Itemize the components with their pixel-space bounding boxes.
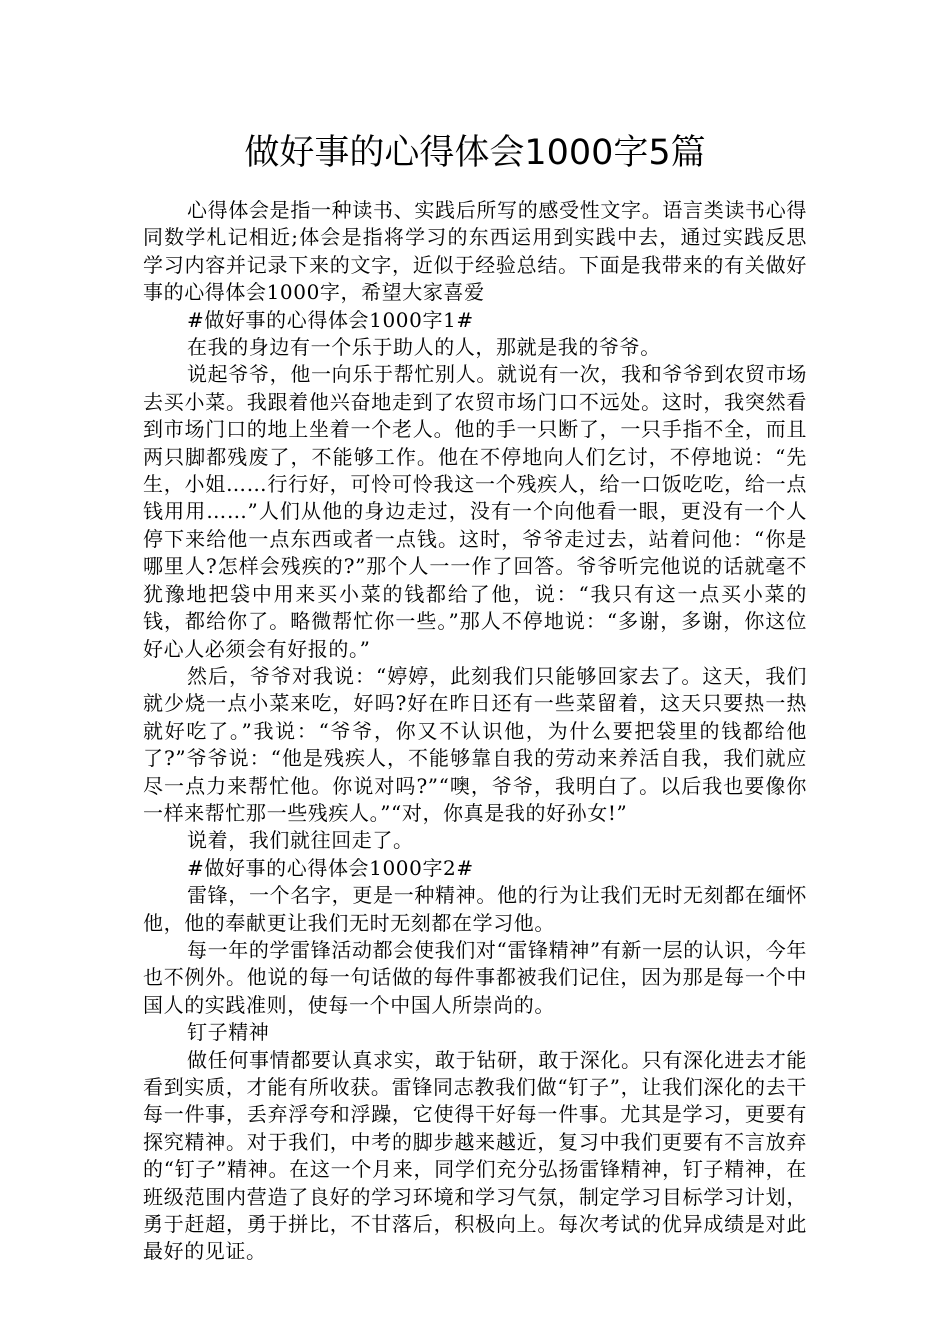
section-heading-2: #做好事的心得体会1000字2# (187, 855, 474, 880)
body-paragraph: 每一年的学雷锋活动都会使我们对“雷锋精神”有新一层的认识，今年也不例外。他说的每一句话做的每件事都被我们记住，因为那是每一个中国人的实践准则，使每一个中国人所崇尚的。 (143, 937, 807, 1017)
body-paragraph: 说起爷爷，他一向乐于帮忙别人。就说有一次，我和爷爷到农贸市场去买小菜。我跟着他兴奋地走到了农贸市场门口不远处。这时，我突然看到市场门口的地上坐着一个老人。他的手一只断了，一只手指不全，而且两只脚都残废了，不能够工作。他在不停地向人们乞讨，不停地说：“先生，小姐……行行好，可怜可怜我这一个残疾人，给一口饭吃吃，给一点钱用用……”人们从他的身边走过，没有一个向他看一眼，更没有一个人停下来给他一点东西或者一点钱。这时，爷爷走过去，站着问他：“你是哪里人?怎样会残疾的?”那个人一一作了回答。爷爷听完他说的话就毫不犹豫地把袋中用来买小菜的钱都给了他，说：“我只有这一点买小菜的钱，都给你了。略微帮忙你一些。”那人不停地说：“多谢，多谢，你这位好心人必须会有好报的。” (143, 362, 807, 661)
body-paragraph: 雷锋，一个名字，更是一种精神。他的行为让我们无时无刻都在缅怀他，他的奉献更让我们无时无刻都在学习他。 (143, 883, 807, 935)
intro-paragraph: 心得体会是指一种读书、实践后所写的感受性文字。语言类读书心得同数学札记相近;体会是指将学习的东西运用到实践中去，通过实践反思学习内容并记录下来的文字，近似于经验总结。下面是我带来的有关做好事的心得体会1000字，希望大家喜爱 (143, 198, 807, 305)
body-paragraph: 做任何事情都要认真求实，敢于钻研，敢于深化。只有深化进去才能看到实质，才能有所收获。雷锋同志教我们做“钉子”，让我们深化的去干每一件事，丢弃浮夸和浮躁，它使得干好每一件事。尤其是学习，更要有探究精神。对于我们，中考的脚步越来越近，复习中我们更要有不言放弃的“钉子”精神。在这一个月来，同学们充分弘扬雷锋精神，钉子精神，在班级范围内营造了良好的学习环境和学习气氛，制定学习目标学习计划，勇于赶超，勇于拼比，不甘落后，积极向上。每次考试的优异成绩是对此最好的见证。 (143, 1047, 807, 1264)
body-paragraph: 然后，爷爷对我说：“婷婷，此刻我们只能够回家去了。这天，我们就少烧一点小菜来吃，好吗?好在昨日还有一些菜留着，这天只要热一热就好吃了。”我说：“爷爷，你又不认识他，为什么要把袋里的钱都给他了?”爷爷说：“他是残疾人，不能够靠自我的劳动来养活自我，我们就应尽一点力来帮忙他。你说对吗?”“噢，爷爷，我明白了。以后我也要像你一样来帮忙那一些残疾人。”“对，你真是我的好孙女!” (143, 663, 807, 825)
section-heading-1: #做好事的心得体会1000字1# (187, 307, 474, 332)
body-paragraph: 在我的身边有一个乐于助人的人，那就是我的爷爷。 (187, 335, 661, 360)
page-title: 做好事的心得体会1000字5篇 (244, 133, 706, 173)
subheading: 钉子精神 (187, 1020, 270, 1045)
body-paragraph: 说着，我们就往回走了。 (187, 828, 414, 853)
document-body (143, 197, 807, 1266)
